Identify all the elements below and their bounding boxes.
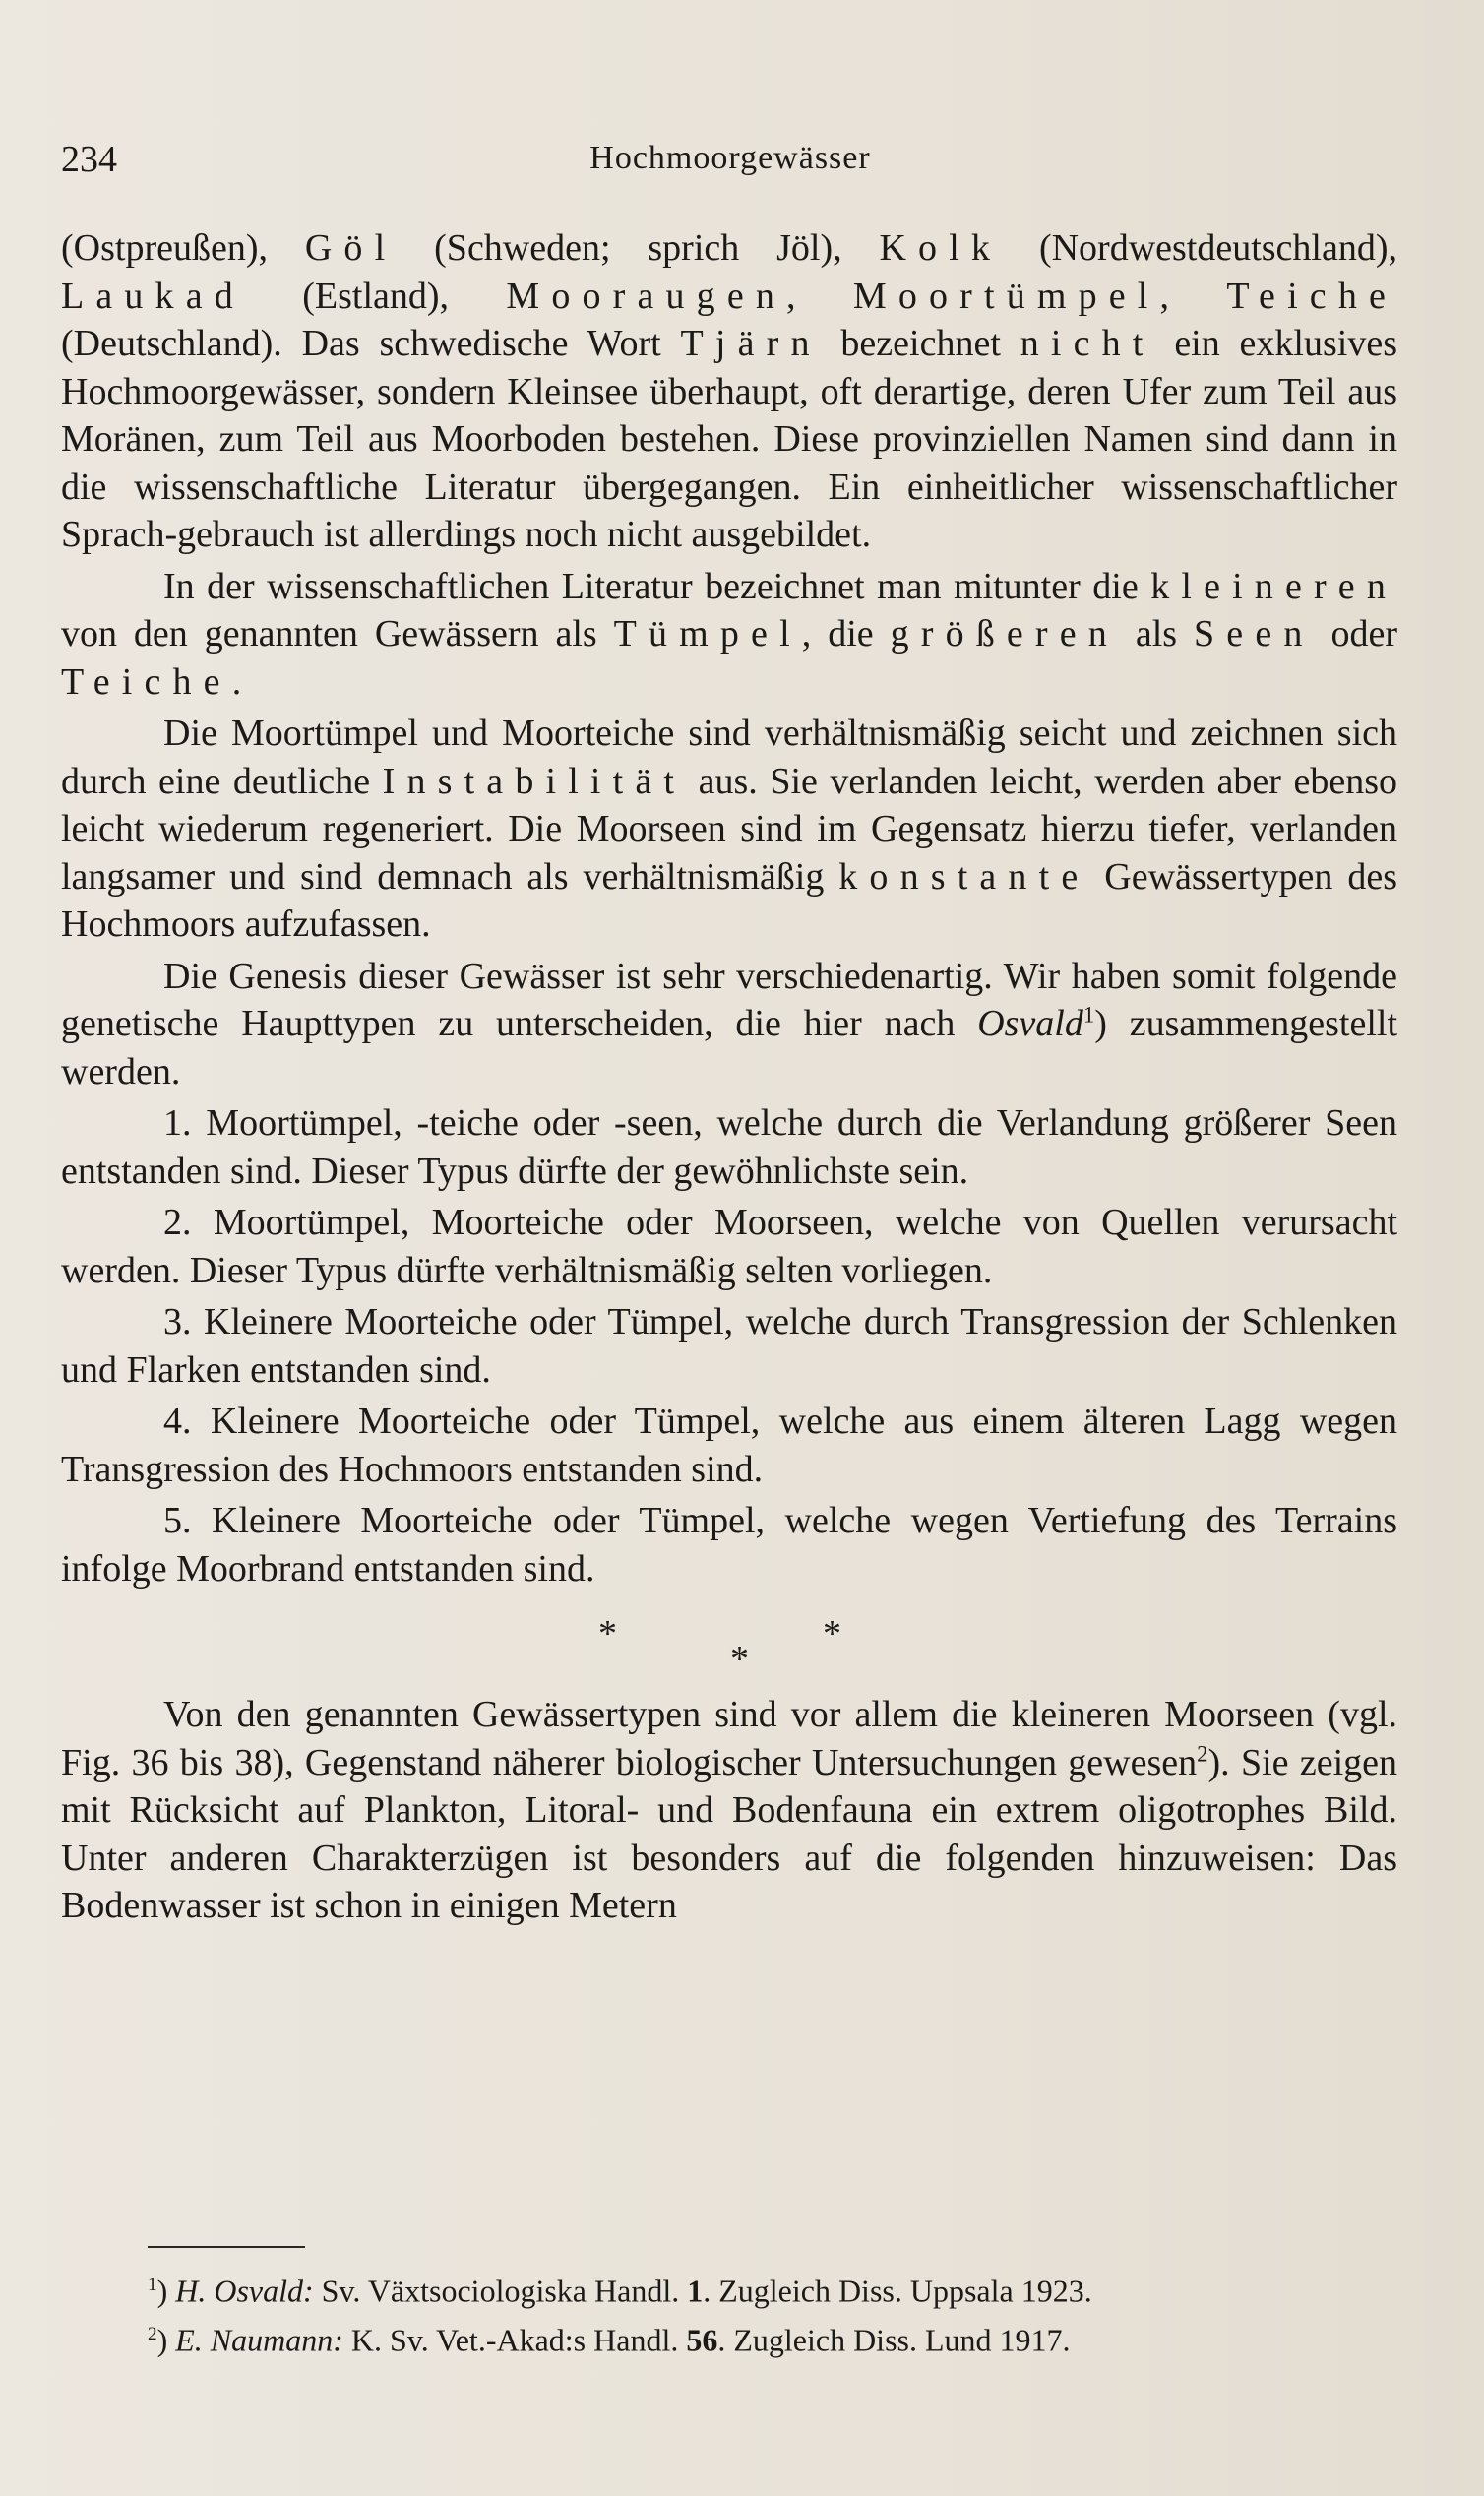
paragraph [61,1691,1397,1930]
running-head: Hochmoorgewässer [589,140,871,176]
footnote-text: K. Sv. Vet.-Akad:s Handl. [342,2322,687,2358]
text: (Nordwestdeutschland), [1002,227,1397,269]
text: (Deutschland). Das schwedische Wort [61,323,681,364]
text: . [231,660,242,703]
list-item: 2. Moortümpel, Moorteiche oder Moorseen, welche von Quellen verursacht werden. Dieser Typus dürfte verhältnismäßig selten vorliegen. [61,1202,1397,1291]
text: ) zusammengestellt werden. [61,1003,1397,1092]
list-item: 3. Kleinere Moorteiche oder Tümpel, welche durch Transgression der Schlenken und Flarken entstanden sind. [61,1301,1397,1391]
text: Die Moortümpel und Moorteiche sind verhältnismäßig seicht und zeichnen sich durch eine deutliche [61,713,1397,802]
footnote-text: . Zugleich Diss. Lund 1917. [717,2322,1071,2358]
text: ). Sie zeigen mit Rücksicht auf Plankton, Litoral- und Bodenfauna ein extrem oligotrophes Bild. Unter anderen Charakterzügen ist besonders auf die folgenden hinzuweisen: Das Bodenwasser ist schon in einigen Metern [61,1741,1398,1926]
footnote-mark: 1 [148,2275,157,2295]
asterisk: * [598,1613,617,1654]
spaced-term: Laukad [61,275,245,317]
text: , [786,275,853,317]
text: In der wissenschaftlichen Literatur bezeichnet man mitunter die [163,565,1151,607]
footnote-rule [148,2246,305,2248]
text: von den genannten Gewässern als [61,613,614,655]
spaced-term: Mooraugen [506,275,787,317]
footnote-author: E. Naumann: [175,2322,343,2358]
text: (Estland), [244,275,507,317]
footnotes [148,2264,1397,2361]
text: ein exklusives Hochmoorgewässer, sondern Kleinsee überhaupt, oft derartige, deren Ufer zum Teil aus Moränen, zum Teil aus Moorboden bestehen. Diese provinziellen Namen sind dann in die wissenschaftliche Literatur übergegangen. Ein einheitlicher wissenschaftlicher Sprach-gebrauch ist allerdings noch nicht ausgebildet. [61,323,1397,555]
spaced-term: Tjärn [680,323,822,364]
list-item: 5. Kleinere Moorteiche oder Tümpel, welche wegen Vertiefung des Terrains infolge Moorbrand entstanden sind. [61,1500,1397,1590]
spaced-term: größeren [890,613,1119,655]
footnote-text: . Zugleich Diss. Uppsala 1923. [703,2273,1092,2309]
text: Gewässertypen des Hochmoors aufzufassen. [61,855,1397,945]
footnote-reference[interactable]: 2 [1197,1740,1208,1766]
author-name: Osvald [977,1003,1083,1044]
list-item: 4. Kleinere Moorteiche oder Tümpel, welche aus einem älteren Lagg wegen Transgression des Hochmoors entstanden sind. [61,1401,1397,1490]
text: (Schweden; sprich Jöl), [397,227,880,269]
footnote-text: Sv. Växtsociologiska Handl. [313,2273,688,2309]
text: Von den genannten Gewässertypen sind vor allem die kleineren Moorseen (vgl. Fig. 36 bis 38), Gegenstand näherer biologischer Untersuchungen gewesen [61,1694,1397,1783]
spaced-term: Göl [304,227,398,269]
footnote-1: $^1$) H. Osvald: Sv. Växtsociologiska Handl. 1. Zugleich Diss. Uppsala 1923. [148,2273,1092,2309]
paragraph [61,710,1397,949]
spaced-term: Moortümpel [852,275,1160,317]
footnote-volume: 1 [687,2273,704,2309]
spaced-term: Teiche [1226,275,1398,317]
spaced-term: Seen [1194,613,1315,655]
list-item: 1. Moortümpel, -teiche oder -seen, welche durch die Verlandung größerer Seen entstanden sind. Dieser Typus dürfte der gewöhnlichste sein. [61,1102,1397,1192]
text: bezeichnet [821,323,1020,364]
page-number: 234 [61,139,117,180]
spaced-term: Kolk [879,227,1003,269]
text: Die Genesis dieser Gewässer ist sehr verschiedenartig. Wir haben somit folgende genetische Haupttypen zu unterscheiden, die hier nach [61,955,1397,1044]
text: als [1118,613,1195,655]
spaced-term: nicht [1020,323,1155,364]
spaced-term: Instabilität [382,760,687,802]
main-text [61,224,1397,1934]
paragraph [61,224,1397,559]
footnote-volume: 56 [686,2322,718,2358]
spaced-term: konstante [838,855,1090,898]
text: aus. Sie verlanden leicht, werden aber ebenso leicht wiederum regeneriert. Die Moorseen sind im Gegensatz hierzu tiefer, verlanden langsamer und sind demnach als verhältnismäßig [61,760,1397,898]
spaced-term: Teiche [61,660,232,703]
footnote-reference[interactable]: 1 [1082,1002,1095,1028]
footnote-2: $^2$) E. Naumann: K. Sv. Vet.-Akad:s Handl. 56. Zugleich Diss. Lund 1917. [148,2322,1071,2358]
spaced-term: kleineren [1150,565,1397,607]
asterisk: * [823,1613,841,1654]
footnote-author: H. Osvald: [175,2273,314,2309]
footnote-mark: 2 [148,2323,157,2344]
paragraph [61,563,1397,707]
text: , [1159,275,1227,317]
spaced-term: Tümpel [613,613,802,655]
page-header [61,138,1399,197]
text: oder [1314,613,1397,655]
section-separator [61,1604,1397,1680]
paragraph [61,953,1397,1096]
text: , die [801,613,891,655]
text: (Ostpreußen), [61,227,305,269]
asterisk: * [730,1639,749,1680]
